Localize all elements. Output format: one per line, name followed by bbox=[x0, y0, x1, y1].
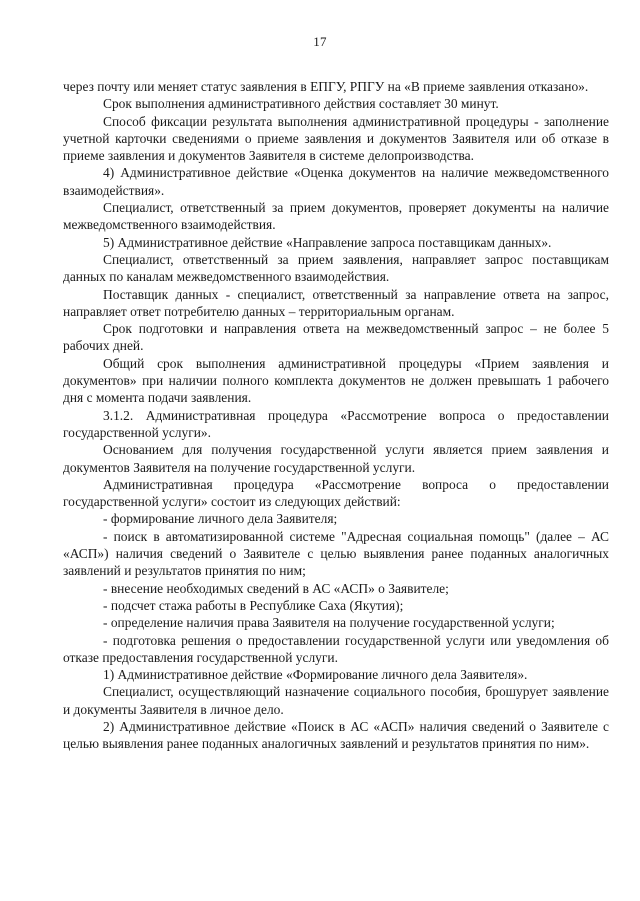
paragraph: Способ фиксации результата выполнения административной процедуры - заполнение учетной карточки сведениями о приеме заявления и документов Заявителя или об отказе в приеме заявления и документов Заявителя в системе делопроизводства. bbox=[63, 113, 609, 164]
paragraph: 5) Административное действие «Направление запроса поставщикам данных». bbox=[103, 234, 552, 250]
paragraph: Специалист, ответственный за прием документов, проверяет документы на наличие межведомственного взаимодействия. bbox=[63, 200, 609, 233]
list-item: - определение наличия права Заявителя на получение государственной услуги; bbox=[103, 615, 555, 631]
paragraph: Административная процедура «Рассмотрение вопроса о предоставлении государственной услуги» состоит из следующих действий: bbox=[63, 476, 609, 510]
paragraph: Срок подготовки и направления ответа на межведомственный запрос – не более 5 рабочих дней. bbox=[63, 321, 609, 354]
paragraph: Специалист, ответственный за прием заявления, направляет запрос поставщикам данных по каналам межведомственного взаимодействия. bbox=[63, 251, 609, 285]
paragraph: Общий срок выполнения административной процедуры «Прием заявления и документов» при наличии полного комплекта документов не должен превышать 1 рабочего дня с момента подачи заявления. bbox=[63, 355, 609, 406]
paragraph: Основанием для получения государственной услуги является прием заявления и документов Заявителя на получение государственной услуги. bbox=[63, 442, 609, 475]
paragraph: Срок выполнения административного действия составляет 30 минут. bbox=[103, 96, 499, 112]
paragraph: Специалист, осуществляющий назначение социального пособия, брошурует заявление и документы Заявителя в личное дело. bbox=[63, 684, 609, 717]
page-number: 17 bbox=[313, 34, 327, 49]
list-item: - поиск в автоматизированной системе "Адресная социальная помощь" (далее – АС «АСП») наличия сведений о Заявителе с целью выявления ранее поданных аналогичных заявлений и результатов принятия по ним; bbox=[63, 528, 609, 579]
paragraph: Поставщик данных - специалист, ответственный за направление ответа на запрос, направляет ответ потребителю данных – территориальным органам. bbox=[63, 286, 609, 319]
paragraph: 2) Административное действие «Поиск в АС «АСП» наличия сведений о Заявителе с целью выявления ранее поданных аналогичных заявлений и результатов принятия по ним». bbox=[63, 718, 609, 752]
paragraph: через почту или меняет статус заявления в ЕПГУ, РПГУ на «В приеме заявления отказано». bbox=[63, 79, 589, 94]
list-item: - внесение необходимых сведений в АС «АСП» о Заявителе; bbox=[103, 580, 449, 596]
paragraph: 4) Административное действие «Оценка документов на наличие межведомственного взаимодействия». bbox=[63, 165, 609, 198]
list-item: - формирование личного дела Заявителя; bbox=[103, 511, 338, 527]
paragraph: 1) Административное действие «Формирование личного дела Заявителя». bbox=[103, 667, 528, 683]
list-item: - подсчет стажа работы в Республике Саха (Якутия); bbox=[103, 597, 404, 613]
section-heading: 3.1.2. Административная процедура «Рассмотрение вопроса о предоставлении государственной услуги». bbox=[63, 407, 609, 440]
document-body bbox=[63, 78, 609, 753]
list-item: - подготовка решения о предоставлении государственной услуги или уведомления об отказе предоставления государственной услуги. bbox=[63, 632, 609, 665]
